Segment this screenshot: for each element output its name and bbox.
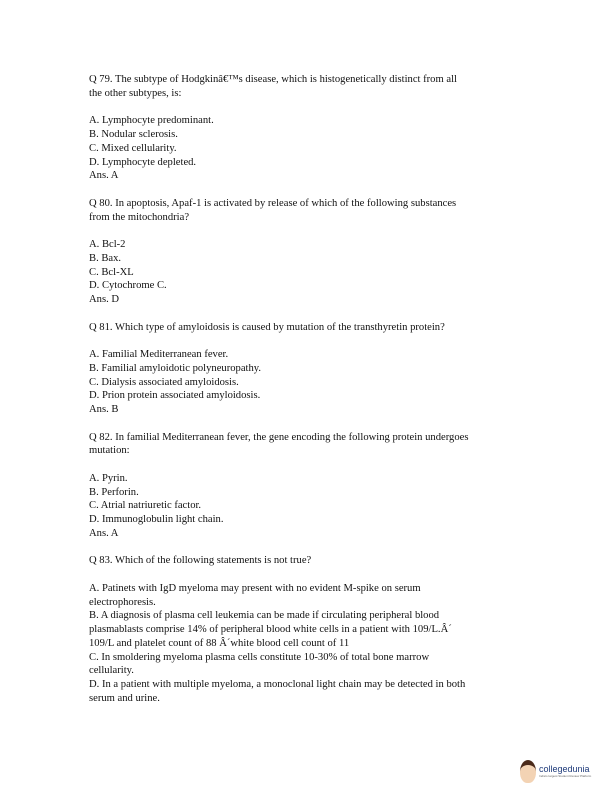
answer: Ans. A [89,170,119,182]
option-line: C. Dialysis associated amyloidosis. [89,376,239,388]
question-line: mutation: [89,445,130,457]
option-line: D. Lymphocyte depleted. [89,156,197,168]
option-line: electrophoresis. [89,596,156,608]
options-list [89,238,529,307]
question-line: Q 82. In familial Mediterranean fever, the gene encoding the following protein undergoes [89,431,469,443]
options-list [89,472,529,541]
question-line: Q 83. Which of the following statements is not true? [89,555,312,567]
question-text [89,321,529,335]
logo-name: collegedunia [539,764,590,774]
options-list [89,348,529,417]
option-line: plasmablasts comprise 14% of peripheral blood white cells in a patient with 109/L.Â´ [89,624,452,635]
option-line: D. Immunoglobulin light chain. [89,514,224,525]
option-line: cellularity. [89,665,134,677]
answer: Ans. A [89,527,119,539]
option-line: serum and urine. [89,692,160,704]
option-line: A. Bcl-2 [89,239,126,250]
mascot-icon [520,760,536,783]
answer: Ans. D [89,294,120,305]
option-line: A. Pyrin. [89,472,128,484]
option-line: C. In smoldering myeloma plasma cells constitute 10-30% of total bone marrow [89,651,430,663]
option-line: B. Bax. [89,252,122,264]
options-list [89,114,529,183]
question-list [89,73,529,719]
option-line: B. Familial amyloidotic polyneuropathy. [89,362,262,374]
option-line: D. Prion protein associated amyloidosis. [89,390,261,402]
option-line: D. In a patient with multiple myeloma, a monoclonal light chain may be detected in both [89,679,466,690]
option-line: 109/L and platelet count of 88 Â´white blood cell count of 11 [89,637,350,649]
option-line: C. Bcl-XL [89,266,134,278]
question-text [89,197,529,225]
option-line: A. Lymphocyte predominant. [89,115,214,127]
question-line: Q 81. Which type of amyloidosis is caused by mutation of the transthyretin protein? [89,321,445,333]
option-line: B. Nodular sclerosis. [89,129,178,140]
collegedunia-logo [520,760,591,783]
option-line: A. Patinets with IgD myeloma may present with no evident M-spike on serum [89,582,421,594]
question-line: from the mitochondria? [89,211,190,223]
option-line: D. Cytochrome C. [89,280,167,292]
options-list [89,582,529,706]
logo-tagline: India's largest Student Review Platform [539,774,592,778]
option-line: A. Familial Mediterranean fever. [89,349,229,360]
question-line: Q 79. The subtype of Hodgkinâ€™s disease, which is histogenetically distinct from all [89,74,457,85]
question-line: Q 80. In apoptosis, Apaf-1 is activated by release of which of the following substances [89,197,457,209]
question-line: the other subtypes, is: [89,87,182,99]
option-line: B. Perforin. [89,486,139,498]
option-line: B. A diagnosis of plasma cell leukemia can be made if circulating peripheral blood [89,610,440,622]
question-text [89,73,529,101]
question-text [89,554,529,568]
answer: Ans. B [89,404,119,415]
option-line: C. Atrial natriuretic factor. [89,500,202,512]
question-text [89,431,529,459]
option-line: C. Mixed cellularity. [89,142,177,154]
